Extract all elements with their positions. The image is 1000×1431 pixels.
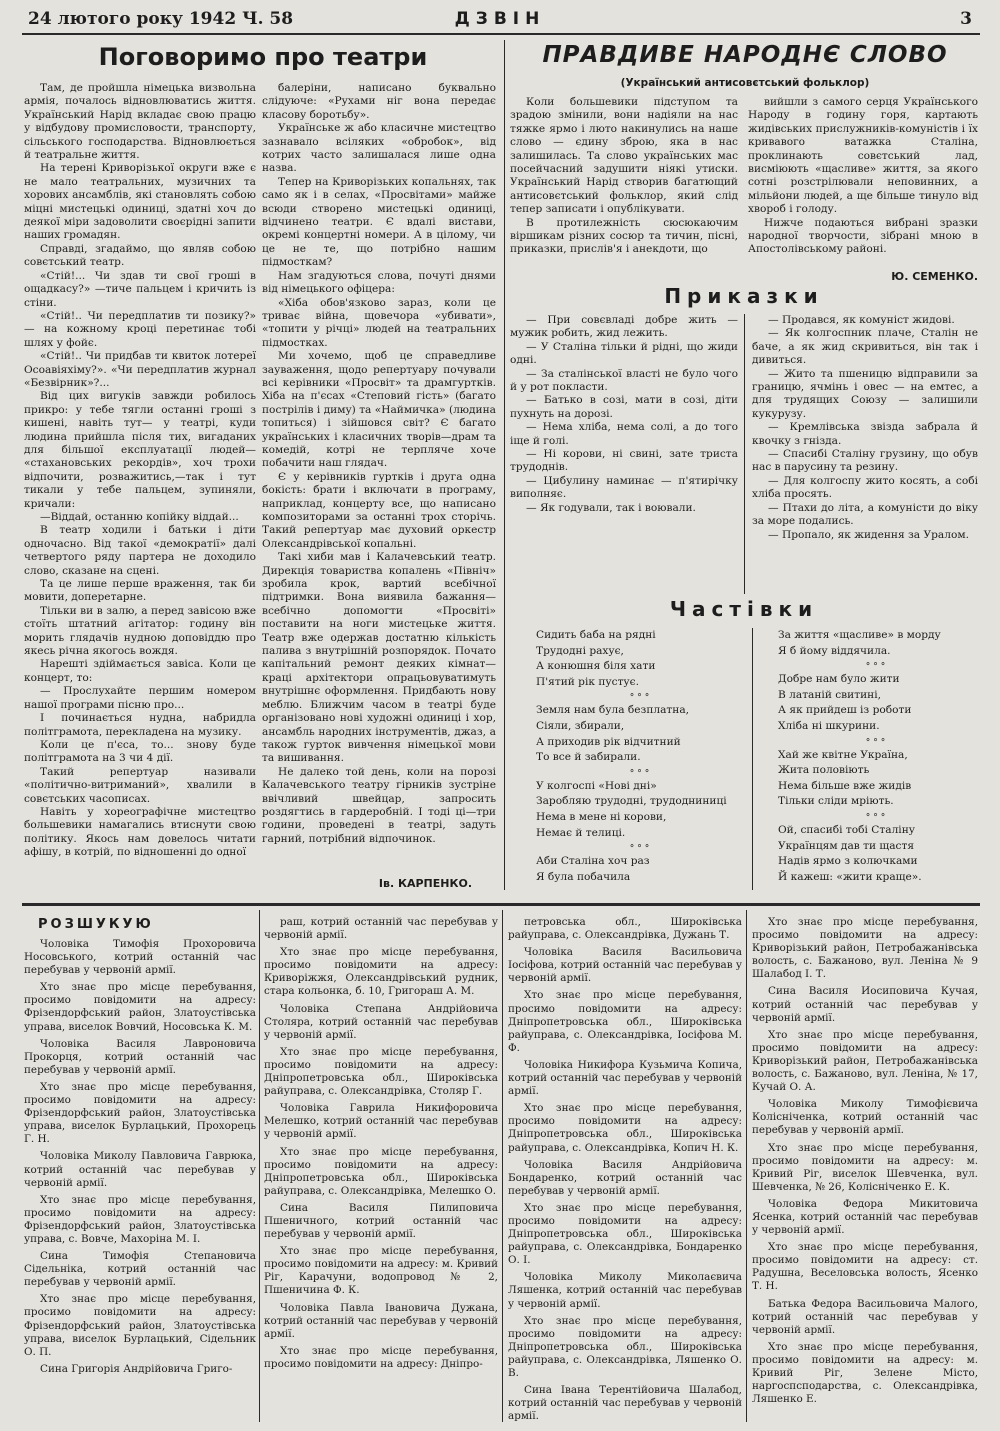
verse-line: Хліба ні шкурини. bbox=[778, 719, 880, 732]
saying-item: — У Сталіна тільки й рідні, що жиди одні. bbox=[510, 340, 738, 367]
stanza-separator: °°° bbox=[865, 737, 889, 748]
verse-line: За життя «щасливе» в мордy bbox=[778, 629, 941, 641]
search-notice: Хто знає про місце перебування, просимо повідомити на адресу: Дніпропетровська обл., Широківська райуправа, с. Олександрівка, Бондаренко О. І. bbox=[508, 1201, 742, 1267]
theatre-paragraph: Нарешті здіймається завіса. Коли це концерт, то: bbox=[24, 658, 256, 684]
search-notice: Сина Василя Пилиповича Пшеничного, котрий останній час перебував у червоній армії. bbox=[264, 1201, 498, 1241]
theatre-paragraph: Не далеко той день, коли на порозі Калачевського театру гірників зустріне ввічливий швейцар, запросить роздягтись в гардеробній. І тоді ці—три години, проведені в театрі, задуть гарний, потрібний відпочинок. bbox=[262, 765, 496, 845]
chastivka-stanza bbox=[778, 748, 976, 810]
theatre-column-2 bbox=[262, 82, 496, 872]
verse-line: Українцям дав ти щастя bbox=[778, 839, 915, 852]
verse-line: П'ятий рік пустує. bbox=[536, 675, 639, 688]
verse-line: В латаній свитині, bbox=[778, 688, 881, 701]
theatre-paragraph: Такий репертуар називали «політично-витриманий», хвалили в совєтських часописах. bbox=[24, 765, 256, 805]
search-notice: Хто знає про місце перебування, просимо повідомити на адресу: Дніпропетровська обл., Широківська райуправа, с. Олександрівка, Іосіфова М. Ф. bbox=[508, 989, 742, 1054]
chastivka-stanza bbox=[536, 703, 746, 765]
saying-item: — Як колгоспник плаче, Сталін не бачe, а як жид скривиться, він так і дивиться. bbox=[752, 327, 978, 367]
search-notice: Чоловіка Степана Андрійовича Столяра, котрий останній час перебував у червоній армії. bbox=[264, 1002, 498, 1041]
verse-line: А конюшня біля хати bbox=[536, 660, 656, 673]
page-number: 3 bbox=[960, 9, 972, 29]
verse-line: То все й забирали. bbox=[536, 751, 641, 764]
theatre-signature: Ів. КАРПЕНКО. bbox=[378, 877, 472, 890]
verse-line: Нема в мене ні корови, bbox=[536, 810, 667, 823]
theatre-paragraph: «Стій!.. Чи передплатив ти позику?» — на кожному кроці перетинає тобі шлях у фойє. bbox=[24, 309, 256, 349]
search-notice: Чоловіка Миколу Тимофієвича Колісніченка, котрий останній час перебував у червоній армії. bbox=[752, 1098, 978, 1137]
verse-line: А як прийдеш із роботи bbox=[778, 704, 912, 717]
verse-line: Я була побачила bbox=[536, 870, 631, 883]
search-notice: Хто знає про місце перебування, просимо повідомити на адресу: Дніпропетровська обл., Широківська райуправа, с. Олександрівка, Столяр Г. bbox=[264, 1045, 498, 1098]
stanza-separator: °°° bbox=[629, 693, 653, 704]
saying-item: — За сталінської власті не було чого й у рот покласти. bbox=[510, 367, 738, 394]
sayings-left bbox=[510, 314, 738, 594]
search-notice: Хто знає про місце перебування, просимо повідомити на адресу: Дніпропетровська обл., Широківська райуправа, с. Олександрівка, Копич Н. К. bbox=[508, 1102, 742, 1154]
saying-item: — Пропало, як жидення за Уралом. bbox=[768, 528, 969, 541]
search-notice: Чоловіка Федора Микитовича Ясенка, котрий останній час перебував у червоній армії. bbox=[752, 1197, 978, 1237]
verse-line: А приходив рік відчитний bbox=[536, 735, 681, 748]
search-notice: Батька Федора Васильовича Малого, котрий останній час перебував у червоній армії. bbox=[752, 1297, 978, 1336]
search-divider-1 bbox=[259, 910, 260, 1422]
search-divider-3 bbox=[746, 910, 747, 1422]
theatre-paragraph: — Прослухайте першим номером нашої програми пісню про... bbox=[24, 685, 256, 711]
saying-item: — Продався, як комуніст жидові. bbox=[768, 314, 955, 326]
saying-item: — При совєвладі добре жить — мужик робить, жид лежить. bbox=[510, 314, 738, 340]
theatre-paragraph: Ми хочемо, щоб це справедливе зауваження, щодо репертуару почували всі керівники «Просвіт» та драмгуртків. Хіба на п'єсах «Степовий гість» (багато пострілів і диму) та «Наймичка» (людина топиться) і зійшовся світ? Є багато українських і класичних творів—драм та комедій, котрі не терпляче хоче побачити наш глядач. bbox=[262, 350, 496, 470]
chastivky-divider bbox=[752, 628, 753, 890]
search-notice: Чоловіка Василя Лавроновича Прокорця, котрий останній час перебував у червоній армії. bbox=[24, 1037, 256, 1076]
theatre-paragraph: Є у керівників гуртків і друга одна бокість: брати і включати в програму, наприклад, концерту все, що написано композиторами за останні трох сторічь. Такий репертуар має духовий оркестр Олександрівської копальні. bbox=[262, 470, 496, 550]
chastivka-stanza bbox=[536, 854, 746, 885]
verse-line: Заробляю трудодні, трудодниниці bbox=[536, 795, 727, 808]
search-column-3 bbox=[508, 916, 742, 1425]
chastivky-right bbox=[778, 628, 976, 896]
verse-line: Жита половіють bbox=[778, 764, 870, 777]
search-notice: Сина Івана Терентійовича Шалабод, котрий останній час перебував у червоній армії. bbox=[508, 1384, 742, 1423]
theatre-paragraph: І починається нудна, набридла політграмота, перекладена на музику. bbox=[24, 712, 256, 738]
search-notice: Чоловіка Павла Івановича Дужана, котрий останній час перебував у червоній армії. bbox=[264, 1301, 498, 1340]
verse-line: Тільки сліди мріють. bbox=[778, 795, 894, 808]
chastivka-stanza bbox=[778, 823, 976, 885]
sayings-title: Приказки bbox=[664, 284, 824, 308]
folk-title: ПРАВДИВЕ НАРОДНЄ СЛОВО bbox=[542, 42, 948, 68]
theatre-paragraph: Коли це п'єса, то... знову буде політграмота на 3 чи 4 дії. bbox=[24, 738, 256, 765]
verse-line: Аби Сталіна хоч раз bbox=[536, 855, 650, 868]
folk-intro-signature: Ю. СЕМЕНКО. bbox=[891, 270, 978, 283]
folk-intro-right bbox=[748, 96, 978, 272]
saying-item: — Кремлівська звізда забрала й квочку з гнізда. bbox=[752, 421, 978, 447]
theatre-paragraph: Тільки ви в залю, а перед завісою вже стоїть штатний агітатор: годину він морить глядачів нудною доповіддю про якесь річна якогось вождя. bbox=[24, 604, 256, 658]
chastivka-stanza bbox=[536, 628, 746, 690]
verse-line: Надів ярмо з колючками bbox=[778, 855, 918, 868]
theatre-paragraph: Навіть у хореографічне мистецтво большевики намагались втиснути свою політику. Якось нам довелось читати афішу, в котрій, по відношенні до одної bbox=[24, 805, 256, 859]
saying-item: — Нема хліба, нема солі, а до того іще й голі. bbox=[510, 421, 738, 447]
folk-intro-paragraph: В протилежність сюсюкаючим віршикам різних сосюр та тичин, пісні, приказки, прислів'я і анекдоти, що bbox=[510, 216, 738, 256]
saying-item: — Батько в созі, мати в созі, діти пухнуть на дорозі. bbox=[510, 394, 738, 420]
search-notice: Хто знає про місце перебування, просимо повідомити на адресу: Криворіжжя, Олександрівський рудник, стара кольонка, б. 10, Григораш А. М. bbox=[264, 946, 498, 998]
search-notice: петровська обл., Широківська райуправа, с. Олександрівка, Дужань Т. bbox=[508, 916, 742, 942]
stanza-separator: °°° bbox=[865, 812, 889, 823]
search-notice: Хто знає про місце перебування, просимо повідомити на адресу: м. Кривий Ріг, виселок Шевченка, вул. Шевченка, № 26, Колісніченко Е. К. bbox=[752, 1141, 978, 1193]
folk-subtitle: (Український антисовєтський фольклор) bbox=[620, 77, 870, 89]
search-notice: Хто знає про місце перебування, просимо повідомити на адресу: Криворізький район, Петробажанівська волость, с. Бажаново, вул. Леніна № 9 Шалабод І. Т. bbox=[752, 916, 978, 981]
search-notice: Чоловіка Василя Васильовича Іосіфова, котрий останній час перебував у червоній армії. bbox=[508, 946, 742, 985]
theatre-column-1 bbox=[24, 82, 256, 892]
theatre-paragraph: Там, де пройшла німецька визвольна армія, почалось відновлюватись життя. Український Нарід вкладає свою працю у відбудову промисловости, транспорту, сільського господарства. Відновлюється й театральне життя. bbox=[24, 82, 256, 162]
search-divider-2 bbox=[502, 910, 503, 1422]
search-notice: Чоловіка Гаврила Никифоровича Мелешко, котрий останній час перебував у червоній армії. bbox=[264, 1102, 498, 1141]
theatre-paragraph: Та це лише перше враження, так би мовити, доперетарне. bbox=[24, 578, 256, 604]
sayings-right bbox=[752, 314, 978, 594]
verse-line: Нема більше вже жидів bbox=[778, 779, 912, 792]
stanza-separator: °°° bbox=[865, 662, 889, 673]
saying-item: — Для колгоспу жито косять, а собі хліба просять. bbox=[752, 474, 978, 501]
saying-item: — Жито та пшеницю відправили за границю, ячмінь і овес — на емтес, а для трудящих Союзу — залишили кукурузу. bbox=[752, 367, 978, 420]
verse-line: Немає й телиці. bbox=[536, 826, 626, 839]
search-notice: Сина Григорія Андрійовича Григо- bbox=[40, 1362, 233, 1375]
search-heading: РОЗШУКУЮ bbox=[38, 917, 154, 932]
verse-line: Й кажеш: «жити краще». bbox=[778, 870, 922, 883]
search-notice: Сина Василя Иосиповича Кучая, котрий останній час перебував у червоній армії. bbox=[752, 985, 978, 1024]
search-notice: Чоловіка Василя Андрійовича Бондаренко, котрий останній час перебував у червоній армії. bbox=[508, 1158, 742, 1197]
saying-item: — Ні корови, ні свині, зате триста трудоднів. bbox=[510, 448, 738, 474]
theatre-paragraph: Справді, згадаймо, що являв собою совєтський театр. bbox=[24, 242, 256, 269]
theatre-paragraph: —Віддай, останню копійку віддай... bbox=[40, 511, 239, 523]
saying-item: — Спасибі Сталіну грузину, що обув нас в парусину та резину. bbox=[752, 448, 978, 474]
search-notice: раш, котрий останній час перебував у червоній армії. bbox=[264, 916, 498, 942]
theatre-paragraph: «Хіба обов'язково зараз, коли це триває війна, щовечора «убивати», «топити у річці» людей на театральних підмостках. bbox=[262, 296, 496, 349]
search-notice: Хто знає про місце перебування, просимо повідомити на адресу: Дніпропетровська обл., Широківська райуправа, с. Олександрівка, Ляшенко О. В. bbox=[508, 1314, 742, 1379]
search-notice: Хто знає про місце перебування, просимо повідомити на адресу: ст. Радушна, Веселовська волость, Ясенко Т. Н. bbox=[752, 1241, 978, 1293]
theatre-paragraph: Тепер на Криворізьких копальнях, так само як і в селах, «Просвітами» майже всюди створено мистецькі одиниці, відчинено театри. Є вдалі вистави, окремі концертні номери. А в цілому, чи це не те, що потрібно нашим підмосткам? bbox=[262, 175, 496, 269]
saying-item: — Цибулину наминає — п'ятирічку виполняє. bbox=[510, 474, 738, 501]
search-column-1 bbox=[24, 910, 256, 1425]
theatre-title: Поговоримо про театри bbox=[98, 43, 428, 71]
folk-intro-paragraph: Нижче подаються вибрані зразки народної творчости, зібрані мною в Апостолівському районі. bbox=[748, 216, 978, 256]
search-notice: Хто знає про місце перебування, просимо повідомити на адресу: Фрізендорфський район, Златоустівська управа, виселок Вовчий, Носовська К. М. bbox=[24, 981, 256, 1033]
issue-date: 24 лютого року 1942 Ч. 58 bbox=[28, 9, 294, 29]
search-notice: Хто знає про місце перебування, просимо повідомити на адресу: Дніпро- bbox=[264, 1344, 498, 1370]
theatre-paragraph: «Стій!.. Чи придбав ти квиток лотереї Осоавіяхіму?». «Чи передплатив журнал «Безвірник»?... bbox=[24, 350, 256, 389]
chastivka-stanza bbox=[536, 779, 746, 841]
search-notice: Чоловіка Тимофія Прохоровича Носовського, котрий останній час перебував у червоній армії. bbox=[24, 938, 256, 977]
search-notice: Хто знає про місце перебування, просимо повідомити на адресу: м. Кривий Ріг, Карачуни, водопровод № 2, Пшеничина Ф. К. bbox=[264, 1245, 498, 1297]
verse-line: Добре нам було жити bbox=[778, 673, 900, 686]
stanza-separator: °°° bbox=[629, 844, 653, 855]
chastivka-stanza bbox=[778, 628, 976, 659]
verse-line: Земля нам була безплатна, bbox=[536, 704, 690, 717]
search-column-4 bbox=[752, 916, 978, 1425]
verse-line: Сіяли, збирали, bbox=[536, 719, 625, 732]
verse-line: У колгоспі «Нові дні» bbox=[536, 779, 657, 792]
chastivka-stanza bbox=[778, 672, 976, 734]
verse-line: Сидить баба на рядні bbox=[536, 629, 656, 641]
search-notice: Сина Тимофія Степановича Сідельніка, котрий останній час перебував у червоній армії. bbox=[24, 1250, 256, 1289]
chastivky-left bbox=[536, 628, 746, 896]
search-notice: Хто знає про місце перебування, просимо повідомити на адресу: м. Кривий Ріг, Зелене Місто, наргоспсподарства, с. Олександрівка, Ляшенко Е. bbox=[752, 1340, 978, 1406]
header-rule bbox=[22, 33, 980, 35]
theatre-paragraph: Такі хиби мав і Калачевський театр. Дирекція товариства копалень «Північ» зробила крок, вартий всебічної підтримки. Вона виявила бажання—всебічно допомогти «Просвіті» поставити на ноги мистецьке життя. Театр вже одержав достатню кількість палива з внутрішній розпорядок. Почато капітальний ремонт деяких кімнат—краці архітектори опрацьовуватимуть внутрішнє оформлення. Придбають нову меблю. Ближчим часом в театрі буде організовано нові художні одиниці і хор, ансамбль народних інструментів, джаз, а також гурток вивчення німецької мови та вишивання. bbox=[262, 551, 496, 765]
search-notice: Чоловіка Никифора Кузьмича Копича, котрий останній час перебував у червоній армії. bbox=[508, 1058, 742, 1098]
folk-intro-left bbox=[510, 96, 738, 286]
theatre-paragraph: Від цих вигуків завжди робилось прикро: у тебе тягли останні гроші з кишені, навіть тут— у театрі, куди людина прийшла після тих, вигаданих для більшої експлуатації людей— «стахановських рекордів», хоч трохи відпочити, розважитись,—так і тут тикали у тебе пальцем, зупиняли, кричали: bbox=[24, 390, 256, 510]
search-column-2 bbox=[264, 916, 498, 1425]
chastivky-title: Частівки bbox=[669, 597, 819, 621]
verse-line: Хай же квітне Україна, bbox=[778, 748, 908, 761]
theatre-paragraph: Нам згадуються слова, почуті днями від німецького офіцера: bbox=[262, 269, 496, 296]
theatre-paragraph: балеріни, написано буквально слідуюче: «Рухами ніг вона передає класову боротьбу». bbox=[262, 82, 496, 121]
search-notice: Чоловіка Миколу Павловича Гаврюка, котрий останній час перебував у червоній армії. bbox=[24, 1150, 256, 1189]
folk-intro-paragraph: вийшли з самого серця Українського Народу в годину горя, картають жидівських прислужників-комуністів і їх кривавого ватажка Сталіна, проклинають совєтський лад, висміюють «щасливе» життя, за якого сотні розстрілювали неповинних, а мільйони людей, а ще більше тинуло від хвороб і голоду. bbox=[748, 96, 978, 216]
masthead: ДЗВІН bbox=[454, 9, 546, 29]
theatre-paragraph: На терені Криворізької округи вже є не мало театральних, музичних та хорових ансамблів, які становлять собою міцні мистецькі одиниці, здатні хоч до деякої міри задоволити своєрідні запити наших громадян. bbox=[24, 162, 256, 242]
theatre-paragraph: Українське ж або класичне мистецтво зазнавало всіляких «обробок», від котрих часто залишалася лише одна назва. bbox=[262, 122, 496, 175]
search-notice: Чоловіка Миколу Миколаєвича Ляшенка, котрий останній час перебував у червоній армії. bbox=[508, 1271, 742, 1310]
saying-item: — Птахи до літа, а комуністи до віку за море подались. bbox=[752, 501, 978, 528]
search-notice: Хто знає про місце перебування, просимо повідомити на адресу: Фрізендорфський район, Златоустівська управа, виселок Бурлацький, Сідельник О. П. bbox=[24, 1293, 256, 1358]
stanza-separator: °°° bbox=[629, 768, 653, 779]
search-notice: Хто знає про місце перебування, просимо повідомити на адресу: Дніпропетровська обл., Широківська райуправа, с. Олександрівка, Мелешко О. bbox=[264, 1145, 498, 1197]
search-notice: Хто знає про місце перебування, просимо повідомити на адресу: Криворізький район, Петробажанівська волость, с. Бажаново, вул. Леніна, № 17, Кучай О. А. bbox=[752, 1028, 978, 1094]
theatre-paragraph: «Стій!... Чи здав ти свої гроші в ощадкасу?» —тиче пальцем і кричить із стіни. bbox=[24, 269, 256, 309]
theatre-paragraph: В театр ходили і батьки і діти одночасно. Від такої «демократії» далі четвертого ряду партера не доходило слово, сказане на сцені. bbox=[24, 524, 256, 577]
verse-line: Трудодні рахує, bbox=[536, 644, 624, 657]
search-notice: Хто знає про місце перебування, просимо повідомити на адресу: Фрізендорфський район, Златоустівська управа, с. Вовче, Махоріна М. І. bbox=[24, 1193, 256, 1245]
folk-intro-paragraph: Коли большевики підступом та зрадою змінили, вони надіяли на нас тяжке ярмо і люто накинулись на наше слово — єдину зброю, яка в нас залишилась. Та слово українських мас посейчасний задушити ніякі утиски. Український Нарід створив багатющий антисовєтський фольклор, який слід тепер записати і опублікувати. bbox=[510, 96, 738, 216]
search-notice: Хто знає про місце перебування, просимо повідомити на адресу: Фрізендорфський район, Златоустівська управа, виселок Бурлацький, Прохорець Г. Н. bbox=[24, 1080, 256, 1146]
verse-line: Я б йому віддячила. bbox=[778, 644, 891, 657]
column-divider bbox=[504, 40, 505, 890]
section-rule bbox=[22, 903, 980, 906]
sayings-divider bbox=[744, 314, 745, 594]
saying-item: — Як годували, так і воювали. bbox=[526, 501, 696, 514]
verse-line: Ой, спасибі тобі Сталіну bbox=[778, 823, 915, 836]
